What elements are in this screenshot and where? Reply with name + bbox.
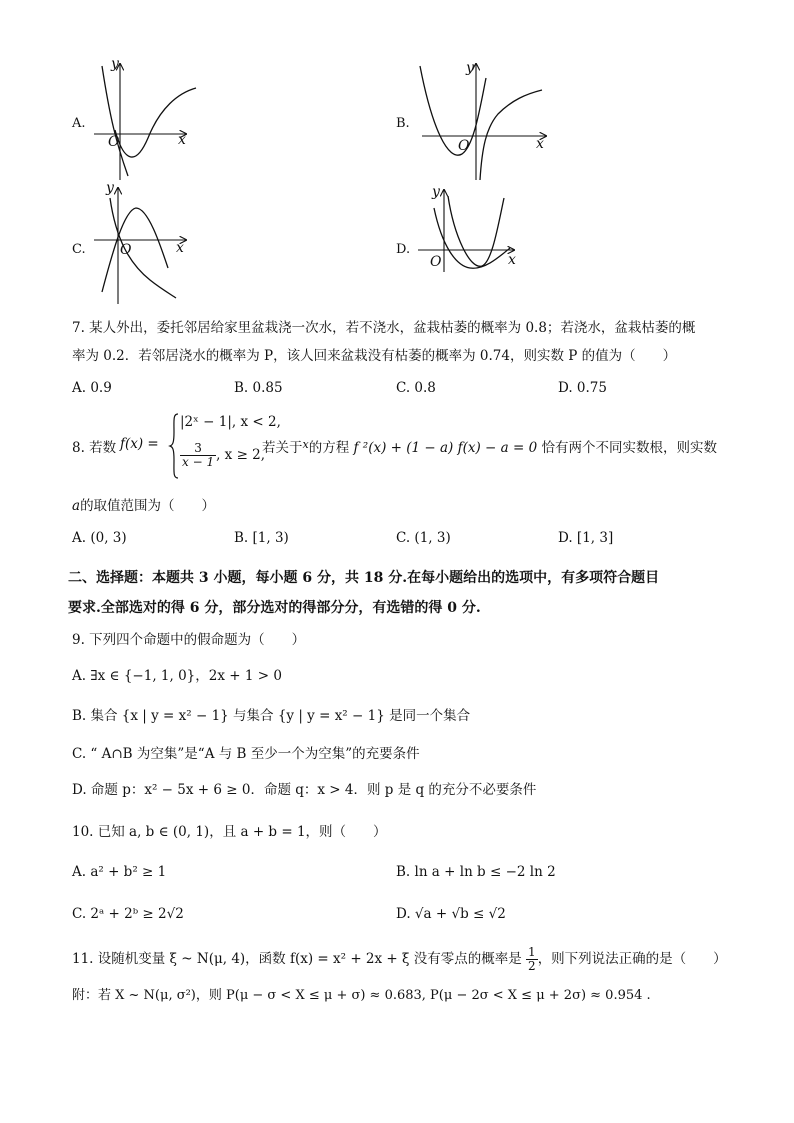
- q8-case2-numerator: 3: [180, 442, 216, 456]
- q6-option-d-label: D.: [396, 242, 411, 257]
- q8-option-b: B. [1, 3): [234, 530, 289, 546]
- q8-line2-text: 的取值范围为（ ）: [80, 498, 216, 514]
- q10-option-b: B. ln a + ln b ≤ −2 ln 2: [396, 864, 556, 880]
- q6-graph-d-origin: O: [430, 254, 442, 270]
- curve-2: [434, 208, 510, 268]
- q9-option-d: D. 命题 p：x² − 5x + 6 ≥ 0．命题 q：x > 4．则 p 是 q 的充分不必要条件: [72, 782, 537, 798]
- q8-equation: f ²(x) + (1 − a) f(x) − a = 0: [353, 440, 538, 456]
- curve-1: [448, 196, 504, 266]
- q8-option-a: A. (0, 3): [72, 530, 127, 546]
- q8-line2-var: a: [72, 498, 81, 514]
- curve-1: [102, 66, 128, 176]
- q11-frac-den: 2: [528, 959, 536, 973]
- q6-graph-c-origin: O: [120, 242, 132, 258]
- q6-graph-b: [414, 58, 554, 184]
- q6-option-c-label: C.: [72, 242, 86, 257]
- q10-option-a: A. a² + b² ≥ 1: [72, 864, 167, 880]
- q6-graph-b-ylabel: y: [466, 60, 474, 76]
- q7-stem-line2: 率为 0.2．若邻居浇水的概率为 P，该人回来盆栽没有枯萎的概率为 0.74，则实数 P 的值为（ ）: [72, 348, 677, 364]
- q6-option-a-label: A.: [72, 116, 86, 131]
- q8-option-c: C. (1, 3): [396, 530, 451, 546]
- q6-graph-a: [90, 58, 210, 184]
- q9-option-a: A. ∃x ∈ {−1, 1, 0}，2x + 1 > 0: [72, 668, 282, 684]
- curve-2: [102, 208, 168, 292]
- q7-option-d: D. 0.75: [558, 380, 607, 396]
- q6-graph-b-xlabel: x: [536, 136, 544, 152]
- q11-frac-num: 1: [528, 945, 536, 959]
- q8-case1: |2ˣ − 1|, x < 2,: [180, 414, 281, 430]
- q11-stem-b: ，则下列说法正确的是（ ）: [537, 951, 727, 967]
- q8-case2: [180, 442, 265, 469]
- q6-graph-d-xlabel: x: [508, 252, 516, 268]
- q10-option-c: C. 2ᵃ + 2ᵇ ≥ 2√2: [72, 906, 184, 922]
- q10-stem: 10. 已知 a, b ∈ (0, 1)，且 a + b = 1，则（ ）: [72, 824, 387, 840]
- q6-graph-c-ylabel: y: [106, 180, 114, 196]
- q11-stem: [72, 946, 727, 973]
- q7-option-b: B. 0.85: [234, 380, 283, 396]
- q8-option-d: D. [1, 3]: [558, 530, 614, 546]
- curve-2: [480, 90, 542, 180]
- q6-graph-a-origin: O: [108, 134, 120, 150]
- q8-fx: f(x) =: [120, 436, 159, 452]
- q8-middle: 若关于: [262, 440, 303, 456]
- q8-piecewise-brace: [168, 412, 180, 480]
- q10-option-d: D. √a + √b ≤ √2: [396, 906, 506, 922]
- section2-heading-line1: 二、选择题：本题共 3 小题，每小题 6 分，共 18 分.在每小题给出的选项中，有多项符合题目: [68, 570, 660, 586]
- q9-option-c: C. “ A∩B 为空集”是“A 与 B 至少一个为空集”的充要条件: [72, 746, 420, 762]
- q8-equation-intro: 的方程: [308, 440, 350, 456]
- q9-option-b: B. 集合 {x | y = x² − 1} 与集合 {y | y = x² − 1} 是同一个集合: [72, 708, 471, 724]
- section2-heading-line2: 要求.全部选对的得 6 分，部分选对的得部分分，有选错的得 0 分.: [68, 600, 481, 616]
- q6-graph-a-ylabel: y: [111, 56, 119, 72]
- q8-line2: [72, 494, 215, 514]
- q8-case2-denominator: x − 1: [182, 455, 215, 469]
- q6-graph-c: [90, 184, 210, 308]
- q6-option-b-label: B.: [396, 116, 410, 131]
- q8-prefix: 8. 若数: [72, 440, 117, 456]
- q11-stem-a: 11. 设随机变量 ξ ~ N(μ, 4)，函数 f(x) = x² + 2x + ξ 没有零点的概率是: [72, 951, 522, 967]
- q8-middle-text: [262, 436, 717, 456]
- q8-var-x: x: [302, 438, 309, 451]
- q7-stem-line1: 7. 某人外出，委托邻居给家里盆栽浇一次水，若不浇水，盆栽枯萎的概率为 0.8；若浇水，盆栽枯萎的概: [72, 320, 696, 336]
- q6-graph-d-ylabel: y: [432, 184, 440, 200]
- q6-graph-a-xlabel: x: [178, 132, 186, 148]
- q8-tail: 恰有两个不同实数根，则实数: [541, 440, 717, 456]
- q6-graph-b-origin: O: [458, 138, 470, 154]
- q11-note: 附：若 X ~ N(μ, σ²)，则 P(μ − σ < X ≤ μ + σ) ≈ 0.683, P(μ − 2σ < X ≤ μ + 2σ) ≈ 0.954 .: [72, 988, 651, 1003]
- q7-option-c: C. 0.8: [396, 380, 436, 396]
- q9-stem: 9. 下列四个命题中的假命题为（ ）: [72, 632, 306, 648]
- q7-option-a: A. 0.9: [72, 380, 112, 396]
- q6-graph-c-xlabel: x: [176, 240, 184, 256]
- q8-case2-condition: , x ≥ 2,: [216, 447, 266, 463]
